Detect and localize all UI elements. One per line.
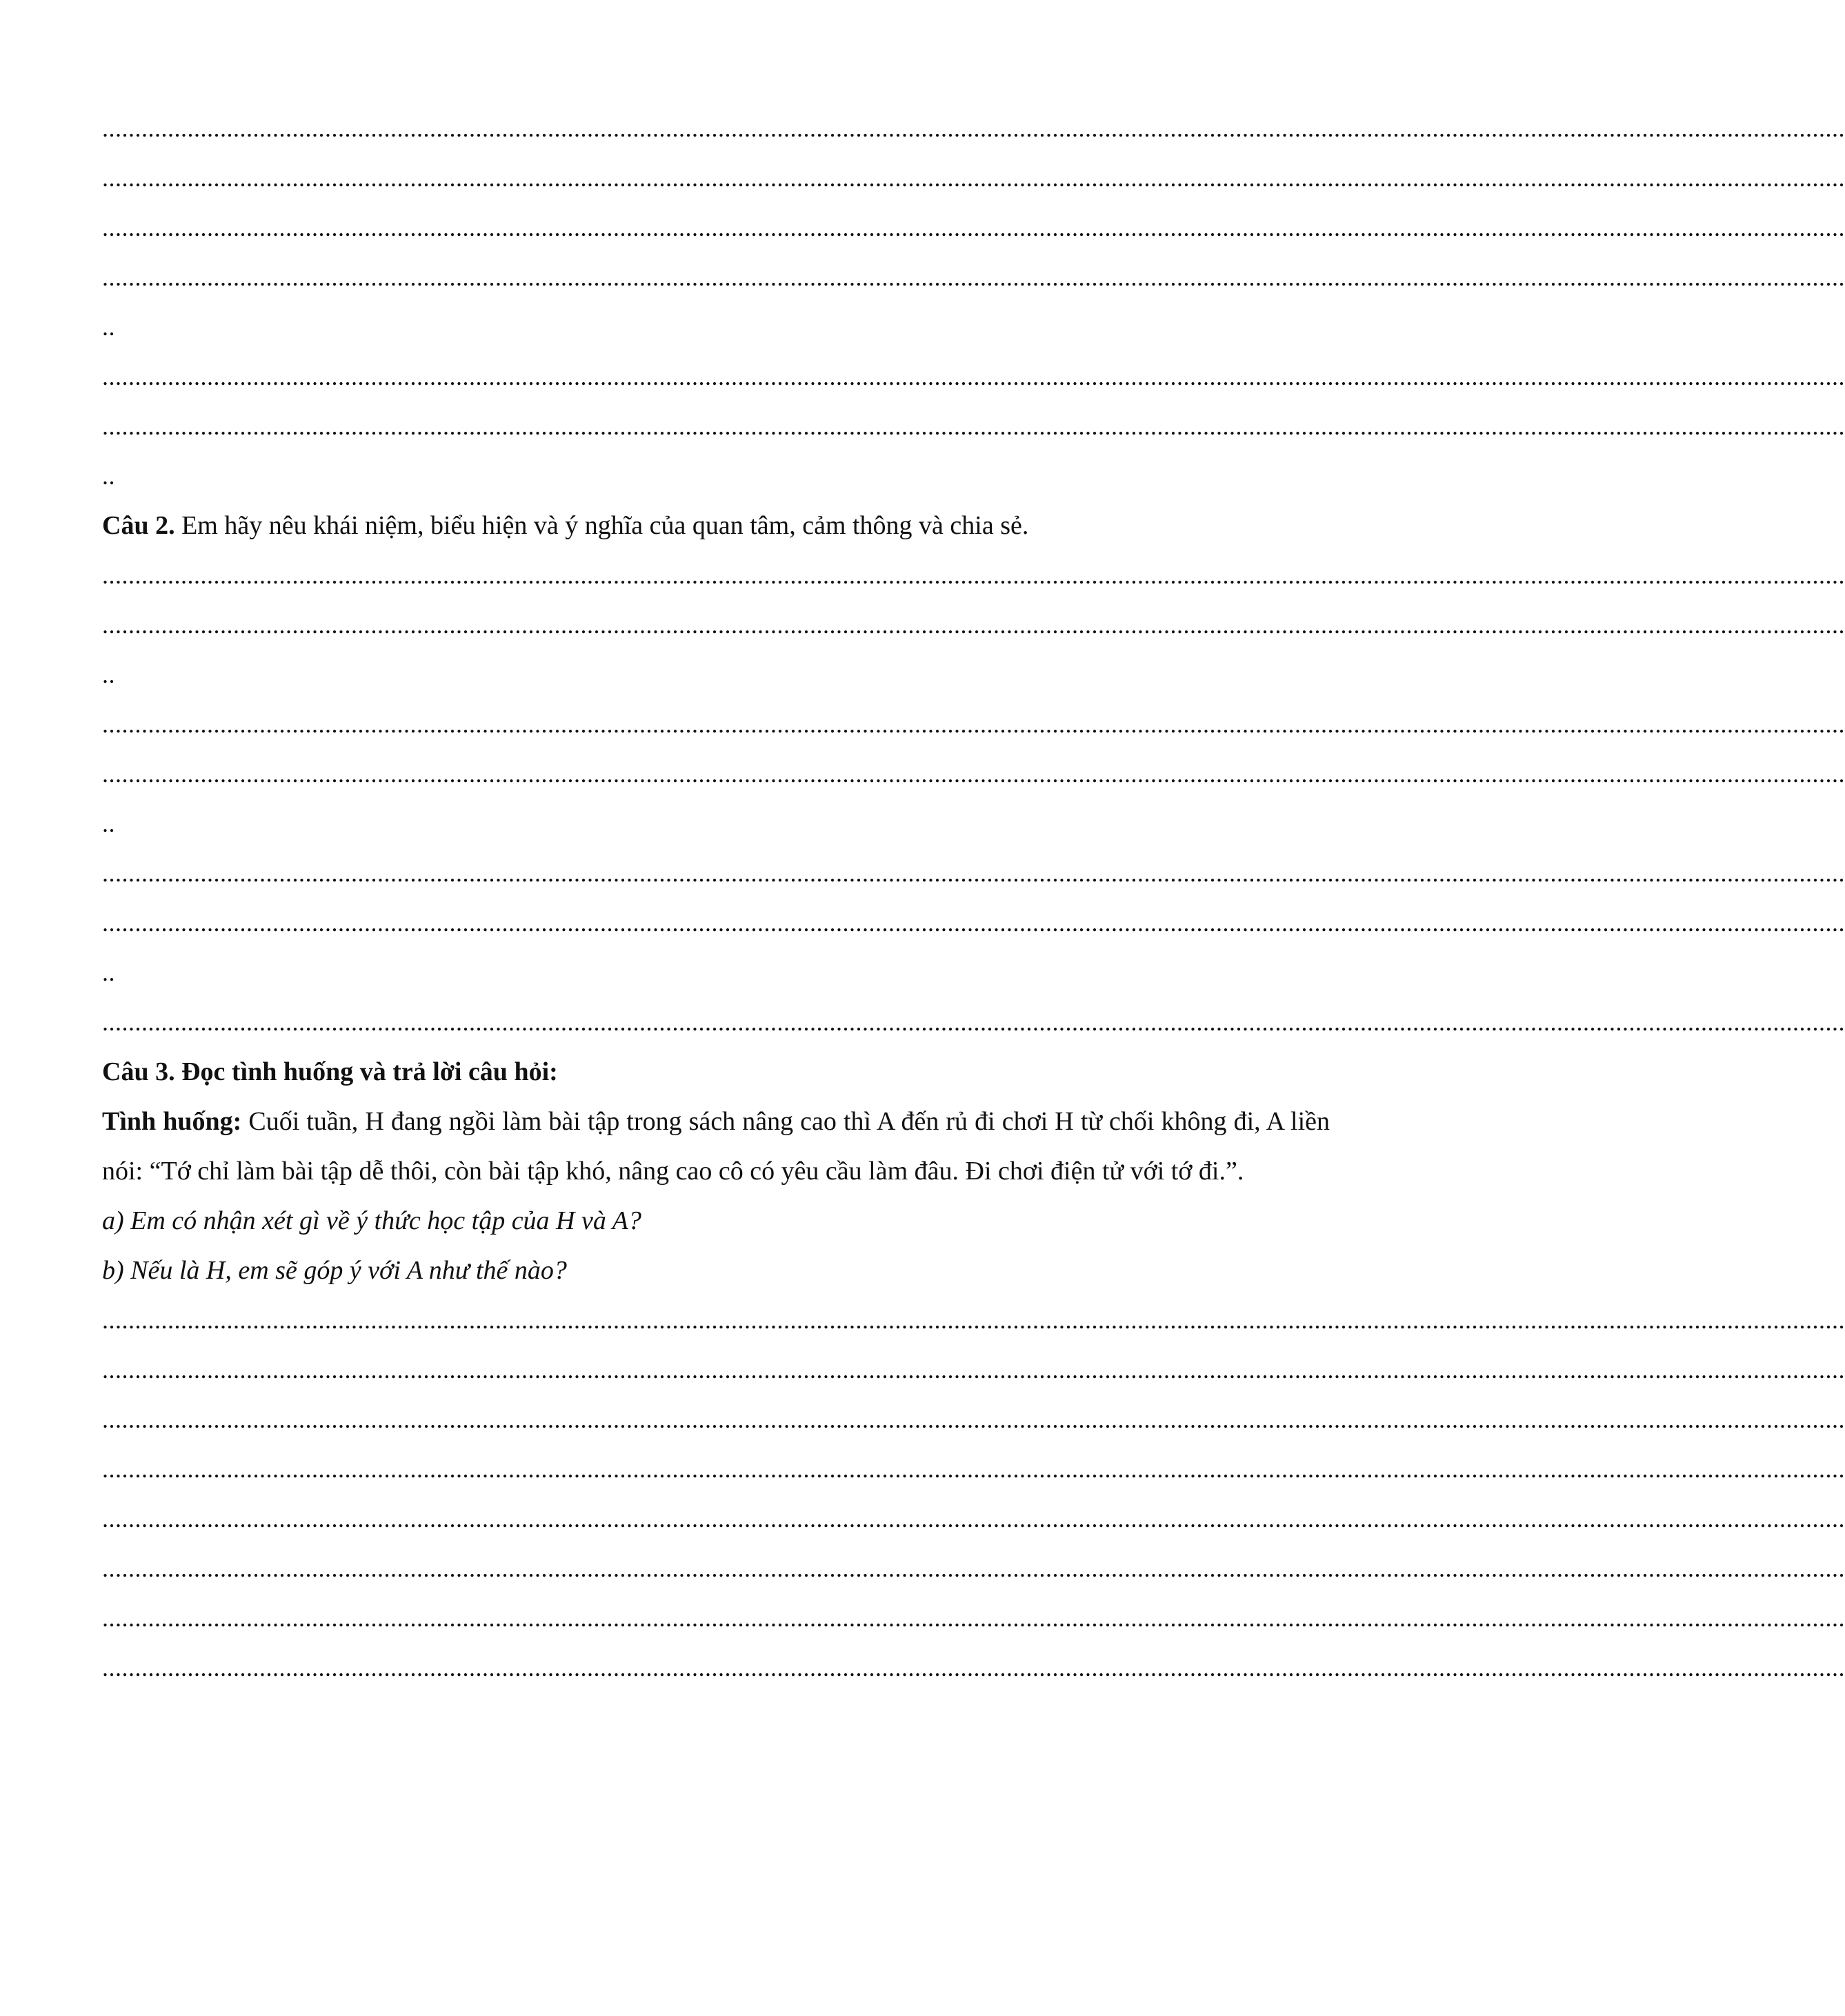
answer-line: .......................................................................................................................................................................................................................................................................... (102, 1306, 1845, 1334)
answer-line: .......................................................................................................................................................................................................................................................................... (102, 1555, 1845, 1582)
answer-line: .......................................................................................................................................................................................................................................................................... (102, 412, 1845, 440)
question-2-text: Em hãy nêu khái niệm, biểu hiện và ý nghĩa của quan tâm, cảm thông và chia sẻ. (174, 511, 1029, 540)
situation-paragraph (102, 1097, 1330, 1196)
answer-line-short: .. (102, 661, 115, 688)
answer-line: .......................................................................................................................................................................................................................................................................... (102, 1455, 1845, 1483)
answer-line: .......................................................................................................................................................................................................................................................................... (102, 114, 1845, 142)
answer-line: .......................................................................................................................................................................................................................................................................... (102, 363, 1845, 390)
answer-line: .......................................................................................................................................................................................................................................................................... (102, 909, 1845, 937)
question-3 (102, 1047, 1330, 1097)
answer-line: .......................................................................................................................................................................................................................................................................... (102, 263, 1845, 291)
situation-label: Tình huống: (102, 1107, 242, 1136)
answer-line-short: .. (102, 959, 115, 986)
answer-line: .......................................................................................................................................................................................................................................................................... (102, 611, 1845, 639)
answer-line-short: .. (102, 462, 115, 490)
answer-line: .......................................................................................................................................................................................................................................................................... (102, 1604, 1845, 1632)
question-2-label: Câu 2. (102, 511, 175, 540)
answer-line-short: .. (102, 810, 115, 837)
answer-line: .......................................................................................................................................................................................................................................................................... (102, 1654, 1845, 1681)
answer-line: .......................................................................................................................................................................................................................................................................... (102, 760, 1845, 788)
answer-line: .......................................................................................................................................................................................................................................................................... (102, 1356, 1845, 1384)
answer-line: .......................................................................................................................................................................................................................................................................... (102, 214, 1845, 241)
sub-question-a: a) Em có nhận xét gì về ý thức học tập của H và A? (102, 1206, 641, 1235)
question-2 (102, 501, 1330, 550)
sub-question-b: b) Nếu là H, em sẽ góp ý với A như thế nào? (102, 1256, 567, 1285)
answer-line: .......................................................................................................................................................................................................................................................................... (102, 710, 1845, 738)
answer-line: .......................................................................................................................................................................................................................................................................... (102, 859, 1845, 887)
answer-line: .......................................................................................................................................................................................................................................................................... (102, 561, 1845, 589)
question-3-label: Câu 3. Đọc tình huống và trả lời câu hỏi: (102, 1057, 558, 1086)
worksheet-page (102, 103, 1845, 1693)
answer-line: .......................................................................................................................................................................................................................................................................... (102, 164, 1845, 192)
answer-line: .......................................................................................................................................................................................................................................................................... (102, 1008, 1845, 1036)
answer-line-short: .. (102, 313, 115, 341)
answer-line: .......................................................................................................................................................................................................................................................................... (102, 1406, 1845, 1433)
answer-line: .......................................................................................................................................................................................................................................................................... (102, 1505, 1845, 1533)
situation-text: Cuối tuần, H đang ngồi làm bài tập trong sách nâng cao thì A đến rủ đi chơi H từ chối không đi, A liền nói: “Tớ chỉ làm bài tập dễ thôi, còn bài tập khó, nâng cao cô có yêu cầu làm đâu. Đi chơi điện tử với tớ đi.”. (102, 1107, 1330, 1186)
